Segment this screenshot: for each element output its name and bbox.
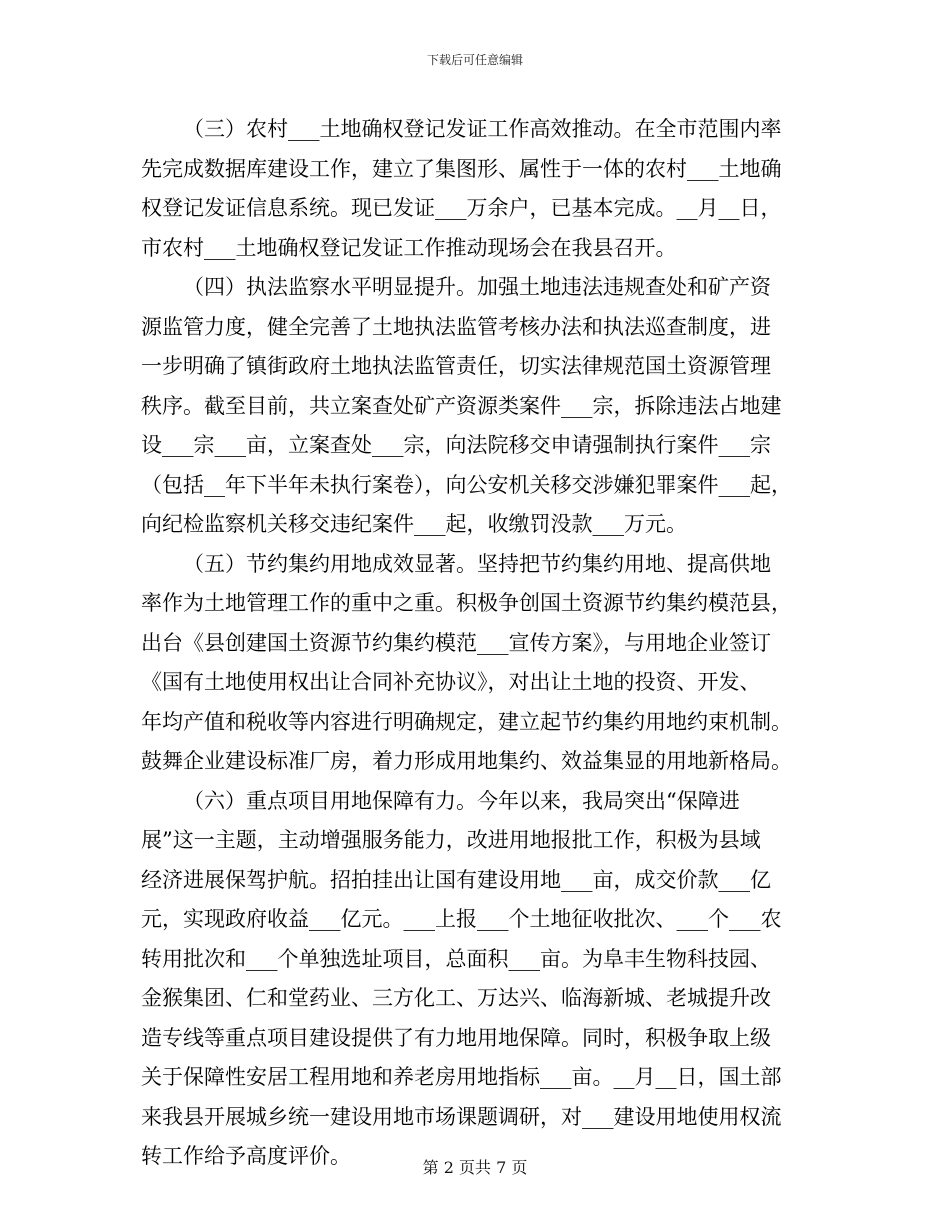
- text-line: （四）执法监察水平明显提升。加强土地违法违规查处和矿产资: [183, 275, 771, 299]
- text-line: 率作为土地管理工作的重中之重。积极争创国土资源节约集约模范县，: [141, 591, 792, 615]
- text-line: 元，实现政府收益___亿元。___上报___个土地征收批次、___个___农: [141, 907, 782, 931]
- text-line: 造专线等重点项目建设提供了有力地用地保障。同时，积极争取上级: [141, 1025, 771, 1050]
- text-line: 年均产值和税收等内容进行明确规定，建立起节约集约用地约束机制。: [141, 709, 792, 734]
- paragraph-land-rights: [141, 110, 811, 268]
- text-line: 秩序。截至目前，共立案查处矿产资源类案件___宗，拆除违法占地建: [141, 393, 782, 418]
- text-line: 经济进展保驾护航。招拍挂出让国有建设用地___亩，成交价款___亿: [141, 867, 771, 892]
- text-line: 金猴集团、仁和堂药业、三方化工、万达兴、临海新城、老城提升改: [141, 986, 771, 1010]
- page-header: 下载后可任意编辑: [426, 53, 523, 67]
- page-number-footer: 第 2 页共 7 页: [422, 1158, 528, 1177]
- text-line: 展”这一主题，主动增强服务能力，改进用地报批工作，积极为县域: [141, 828, 761, 852]
- text-line: 出台《县创建国土资源节约集约模范___宣传方案》，与用地企业签订: [141, 630, 771, 655]
- text-line: 来我县开展城乡统一建设用地市场课题调研，对___建设用地使用权流: [141, 1104, 782, 1129]
- paragraph-law-enforcement: [141, 268, 811, 545]
- document-body: [141, 110, 811, 1177]
- text-line: 转用批次和___个单独选址项目，总面积___亩。为阜丰生物科技园、: [141, 946, 771, 971]
- text-line: 关于保障性安居工程用地和养老房用地指标___亩。__月__日，国土部: [141, 1065, 782, 1089]
- paragraph-key-projects: [141, 782, 811, 1177]
- paragraph-land-saving: [141, 545, 811, 782]
- text-line: （五）节约集约用地成效显著。坚持把节约集约用地、提高供地: [183, 551, 771, 576]
- text-line: 转工作给予高度评价。: [141, 1144, 351, 1168]
- text-line: （三）农村___土地确权登记发证工作高效推动。在全市范围内率: [183, 117, 782, 141]
- text-line: 市农村___土地确权登记发证工作推动现场会在我县召开。: [141, 235, 677, 260]
- text-line: 《国有土地使用权出让合同补充协议》，对出让土地的投资、开发、: [141, 670, 761, 694]
- text-line: 源监管力度，健全完善了土地执法监管考核办法和执法巡查制度，进: [141, 314, 771, 339]
- text-line: 一步明确了镇街政府土地执法监管责任，切实法律规范国土资源管理: [141, 354, 771, 378]
- text-line: 权登记发证信息系统。现已发证___万余户，已基本完成。__月__日，: [141, 196, 782, 220]
- text-line: （六）重点项目用地保障有力。今年以来，我局突出“保障进: [183, 788, 740, 813]
- text-line: 先完成数据库建设工作，建立了集图形、属性于一体的农村___土地确: [141, 156, 782, 181]
- text-line: （包括__年下半年未执行案卷），向公安机关移交涉嫌犯罪案件___起，: [141, 472, 792, 497]
- text-line: 设___宗___亩，立案查处___宗，向法院移交申请强制执行案件___宗: [141, 433, 771, 457]
- text-line: 鼓舞企业建设标准厂房，着力形成用地集约、效益集显的用地新格局。: [141, 749, 792, 773]
- text-line: 向纪检监察机关移交违纪案件___起，收缴罚没款___万元。: [141, 512, 687, 536]
